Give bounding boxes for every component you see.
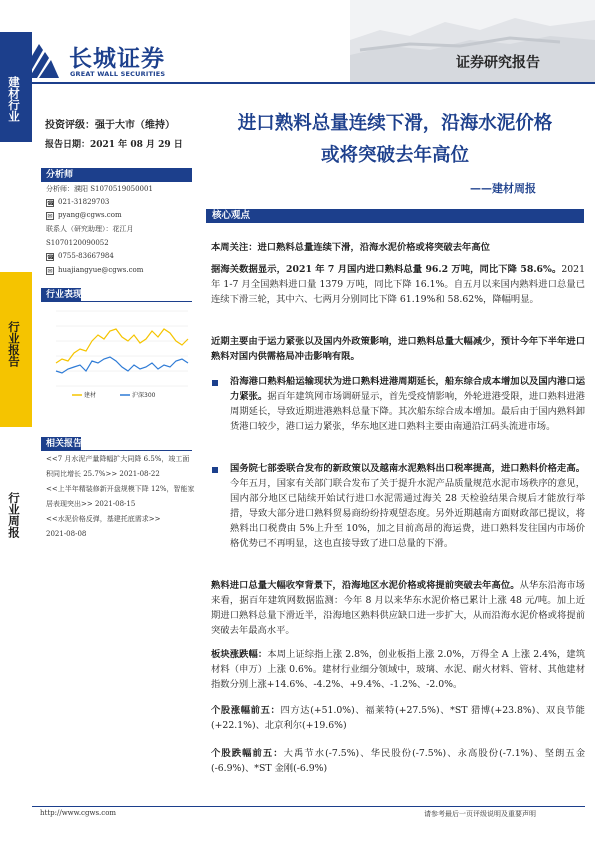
policy-lead: 国务院七部委联合发布的新政策以及越南水泥熟料出口税率提高，进口熟料价格走高。 [230,463,585,474]
top-gainers-paragraph [211,703,585,733]
phone-icon: ☎ [47,254,55,261]
coastal-price-body: 从华东沿海市场来看，据百年建筑网数据监测：今年 8 月以来华东水泥价格已累计上涨 48 元/吨。加上近期进口熟料总量下滑近半，沿海地区熟料供应缺口进一步扩大，从而沿海水泥价格或将提前突破去年最高水平。 [211,580,585,636]
related-section-title: 相关报告 [46,439,83,449]
top-losers-body: 大禹节水(-7.5%)、华民股份(-7.5%)、永高股份(-7.1%)、坚朗五金(-6.9%)、*ST 金刚(-6.9%) [211,748,585,774]
email-icon: ✉ [47,213,53,220]
report-date: 报告日期：2021 年 08 月 29 日 [45,140,183,150]
sector-change-body: 本周上证综指上涨 2.8%，创业板指上涨 2.0%，万得全 A 上涨 2.4%，建筑材料（申万）上涨 0.6%。建材行业细分领域中，玻璃、水泥、耐火材料、管材、其他建材指数分别上涨+14.6%、-4.2%、+9.4%、-1.2%、-2.0%。 [211,649,585,690]
contact-id: S1070120090052 [46,239,109,247]
analyst-phone: 021-31829703 [58,198,110,206]
contact-name: 联系人（研究助理）：花江月 [46,225,134,233]
series-line-building-materials [56,329,188,363]
footer-divider [32,806,585,807]
report-title-line-1: 进口熟料总量连续下滑，沿海水泥价格 [237,113,553,134]
shipping-body: 据百年建筑网市场调研显示，首先受疫情影响，外轮进港受限，进口熟料进港周期延长，导致近期进港熟料总量下降。其次船东综合成本增加。最后由于国内熟料卸货港口较少，港口运力紧张，华东地区进口熟料主要由南通沿江码头流进市场。 [230,391,585,432]
contact-phone: 0755-83667984 [58,252,114,260]
import-data-paragraph [211,262,585,307]
legend-label-building-materials: 建材 [84,392,97,399]
performance-section-title: 行业表现 [46,290,83,300]
report-title-line-2: 或将突破去年高位 [320,145,469,166]
header-divider [0,82,595,84]
footer-disclaimer: 请参考最后一页评级说明及重要声明 [424,810,536,818]
shipping-lead: 沿海港口熟料船运输现状为进口熟料进港周期延长，船东综合成本增加以及国内港口运力紧张。 [230,376,585,402]
policy-paragraph [230,461,585,551]
report-type-label: 证券研究报告 [456,55,540,71]
sector-change-paragraph [211,647,585,692]
related-report-item[interactable]: <<7 月水泥产量降幅扩大同降 6.5%，竣工面积同比增长 25.7%>> 2021-08-22 [46,455,190,478]
coastal-price-lead: 熟料进口总量大幅收窄背景下，沿海地区水泥价格或将提前突破去年高位。 [211,580,520,591]
sector-tab-label: 建材行业 [7,76,21,122]
coastal-price-paragraph [211,578,585,638]
sector-change-lead: 板块涨跌幅： [211,649,268,660]
bullet-square-icon [212,467,218,473]
import-data-lead: 据海关数据显示，2021 年 7 月国内进口熟料总量 96.2 万吨，同比下降 58.6%。 [211,264,562,275]
analyst-email[interactable]: pyang@cgws.com [58,211,122,219]
email-icon: ✉ [47,268,53,275]
phone-icon: ☎ [47,200,55,207]
related-report-item[interactable]: <<上半年精装修新开盘规模下降 12%，智能家居表现突出>> 2021-08-15 [46,485,195,508]
top-gainers-lead: 个股涨幅前五： [211,705,281,716]
company-name-en: GREAT WALL SECURITIES [70,70,166,78]
top-losers-lead: 个股跌幅前五： [211,748,284,759]
outlook-paragraph: 近期主要由于运力紧张以及国内外政策影响，进口熟料总量大幅减少，预计今年下半年进口熟料对国内供需格局冲击影响有限。 [211,336,585,362]
core-views-bar [206,209,584,223]
focus-headline: 本周关注：进口熟料总量连续下滑，沿海水泥价格或将突破去年高位 [211,242,490,253]
investment-rating: 投资评级：强于大市（维持） [45,120,175,131]
legend-label-hs300: 沪深300 [132,392,156,399]
report-series-tab-label: 行业周报 [7,492,21,538]
analyst-section-title: 分析师 [46,170,74,180]
industry-performance-chart [42,301,192,401]
related-report-date: 2021-08-08 [46,530,87,538]
contact-email[interactable]: huajiangyue@cgws.com [58,266,144,274]
report-subtitle: ——建材周报 [470,182,536,195]
footer-website-link[interactable]: http://www.cgws.com [40,809,117,817]
shipping-paragraph [230,374,585,434]
analyst-name: 分析师：濮阳 S1070519050001 [46,185,153,193]
series-line-hs300 [56,357,188,373]
policy-body: 今年五月，国家有关部门联合发布了关于提升水泥产品质量规范水泥市场秩序的意见，国内部分地区已陆续开始试行进口水泥需通过海关 28 天检验结果合规后才能放行举措，导致大部分进口熟料贸易商纷纷持观望态度。另外近期越南方面财政部已提议，将熟料出口税费由 5%上升至 10%，加之目前高昂的海运费，进口熟料发往国内市场价格优势已不再明显，这也直接导致了进口总量的下滑。 [230,478,585,549]
report-kind-tab-label: 行业报告 [7,321,21,367]
related-report-item[interactable]: <<水泥价格反弹，基建托底需求>> [46,515,161,523]
import-data-body: 2021 年 1-7 月全国熟料进口量 1379 万吨，同比下降 16.1%。自五月以来国内熟料进口总量已连续下滑三轮，其中六、七两月分别同比下降 61.19%和 58.62%，降幅明显。 [211,264,585,305]
top-losers-paragraph [211,746,585,776]
core-views-title: 核心观点 [212,210,251,221]
company-name-cn: 长城证券 [69,46,165,72]
bullet-square-icon [212,380,218,386]
top-gainers-body: 四方达(+51.0%)、福莱特(+27.5%)、*ST 猎博(+23.8%)、双良节能(+22.1%)、北京利尔(+19.6%) [211,705,585,731]
